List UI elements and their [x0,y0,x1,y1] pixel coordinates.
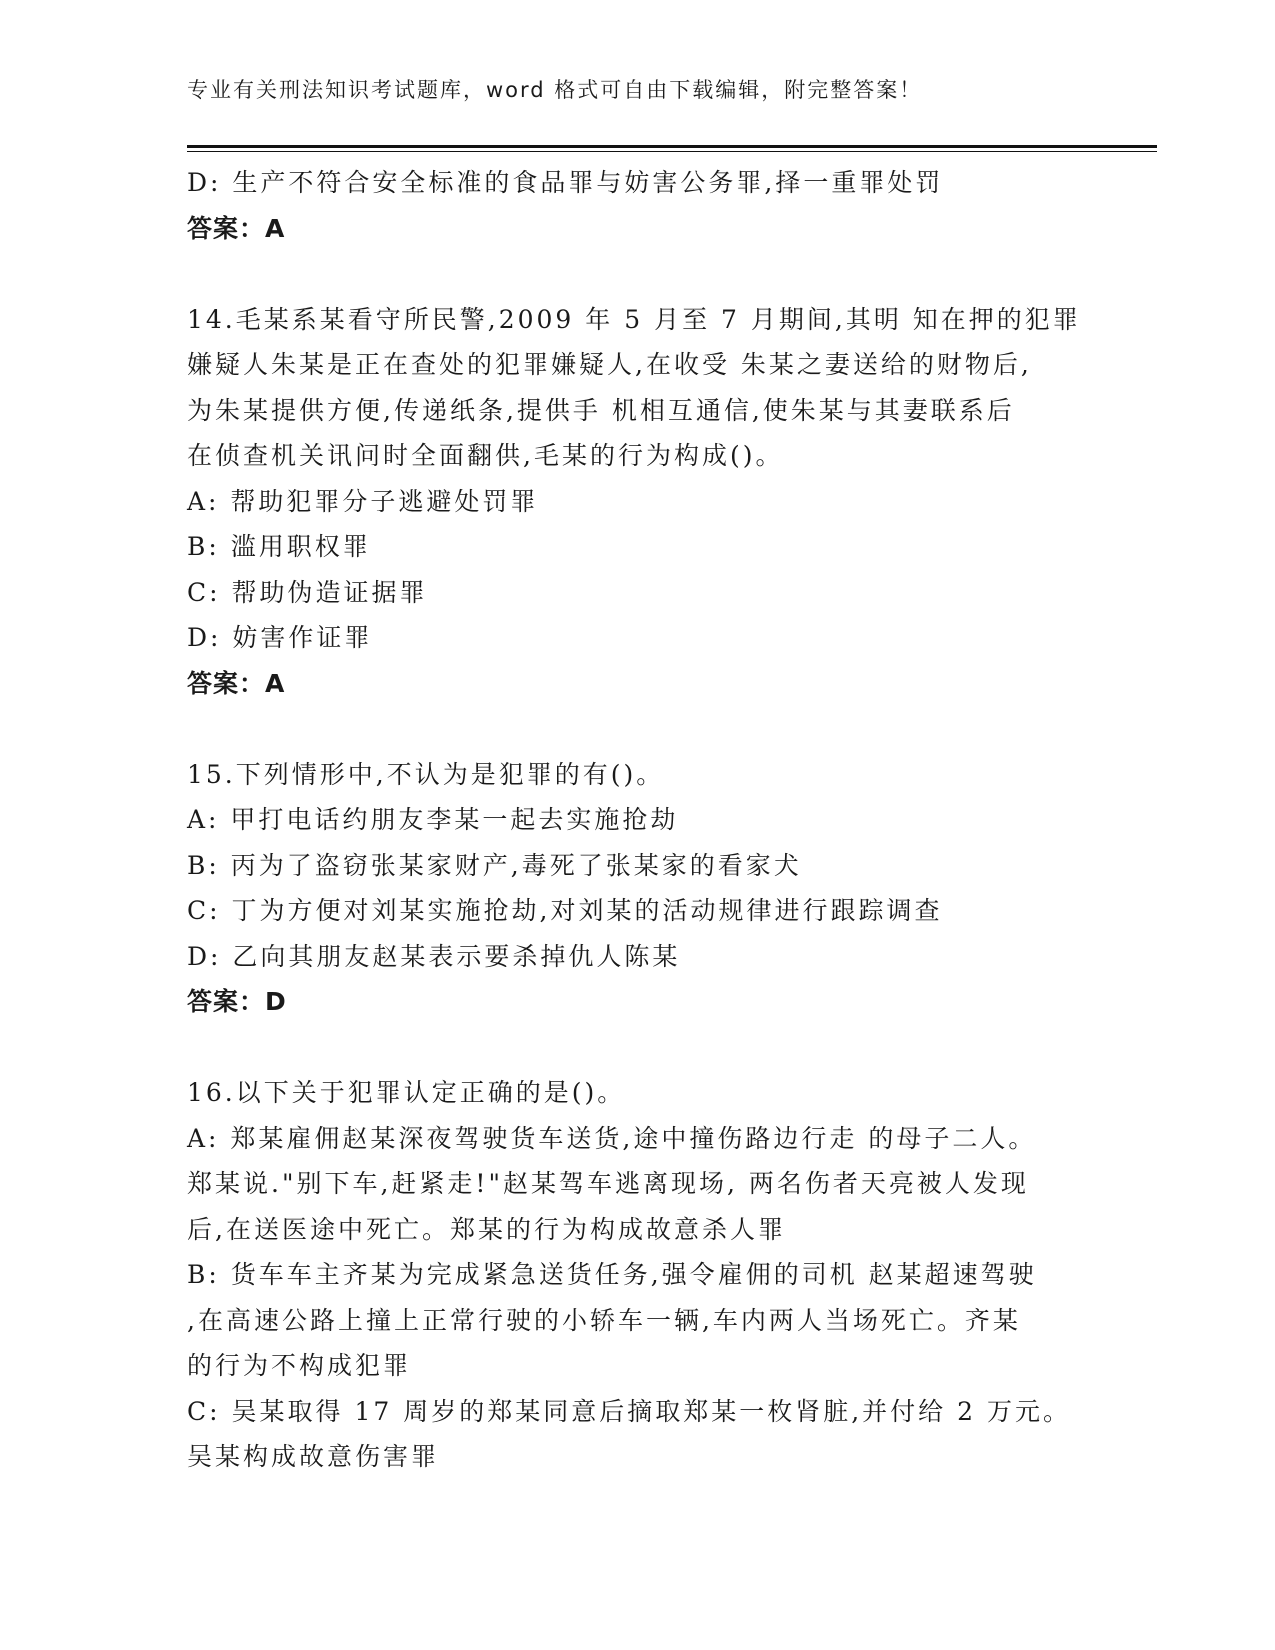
spacer [187,1025,1087,1071]
spacer [187,706,1087,752]
question-text: 16.以下关于犯罪认定正确的是()。 [187,1078,626,1107]
question-text: 在侦查机关讯问时全面翻供,毛某的行为构成()。 [187,441,784,470]
answer-line: 答案：A [187,668,286,698]
option-text: B: 货车车主齐某为完成紧急送货任务,强令雇佣的司机 赵某超速驾驶 [187,1260,1037,1289]
option-text: A: 郑某雇佣赵某深夜驾驶货车送货,途中撞伤路边行走 的母子二人。 [187,1123,1037,1153]
page-header: 专业有关刑法知识考试题库，word 格式可自由下载编辑，附完整答案！ [187,78,923,102]
option-text: B: 滥用职权罪 [187,532,371,561]
option-text: C: 吴某取得 17 周岁的郑某同意后摘取郑某一枚肾脏,并付给 2 万元。 [187,1396,1071,1426]
question-text: 15.下列情形中,不认为是犯罪的有()。 [187,759,665,789]
option-text: 吴某构成故意伤害罪 [187,1442,440,1471]
option-text: A: 甲打电话约朋友李某一起去实施抢劫 [187,805,679,834]
option-text: D: 乙向其朋友赵某表示要杀掉仇人陈某 [187,941,681,971]
question-content [187,160,1087,1480]
option-text: B: 丙为了盗窃张某家财产,毒死了张某家的看家犬 [187,850,802,880]
option-text: ,在高速公路上撞上正常行驶的小轿车一辆,车内两人当场死亡。齐某 [187,1305,1021,1335]
option-text: A: 帮助犯罪分子逃避处罚罪 [187,486,539,516]
option-text: 后,在送医途中死亡。郑某的行为构成故意杀人罪 [187,1214,786,1244]
option-text: C: 帮助伪造证据罪 [187,577,428,607]
option-text: 的行为不构成犯罪 [187,1351,412,1380]
option-text: C: 丁为方便对刘某实施抢劫,对刘某的活动规律进行跟踪调查 [187,896,943,925]
question-text: 嫌疑人朱某是正在查处的犯罪嫌疑人,在收受 朱某之妻送给的财物后, [187,350,1032,379]
header-divider-thin [187,151,1157,152]
question-text: 14.毛某系某看守所民警,2009 年 5 月至 7 月期间,其明 知在押的犯罪 [187,304,1081,334]
option-text: 郑某说."别下车,赶紧走!"赵某驾车逃离现场, 两名伤者天亮被人发现 [187,1169,1029,1198]
answer-line: 答案：A [187,213,286,243]
option-text: D: 妨害作证罪 [187,623,373,652]
spacer [187,251,1087,297]
header-divider-thick [187,145,1157,148]
question-text: 为朱某提供方便,传递纸条,提供手 机相互通信,使朱某与其妻联系后 [187,395,1015,425]
answer-line: 答案：D [187,987,287,1016]
option-text: D: 生产不符合安全标准的食品罪与妨害公务罪,择一重罪处罚 [187,168,944,197]
